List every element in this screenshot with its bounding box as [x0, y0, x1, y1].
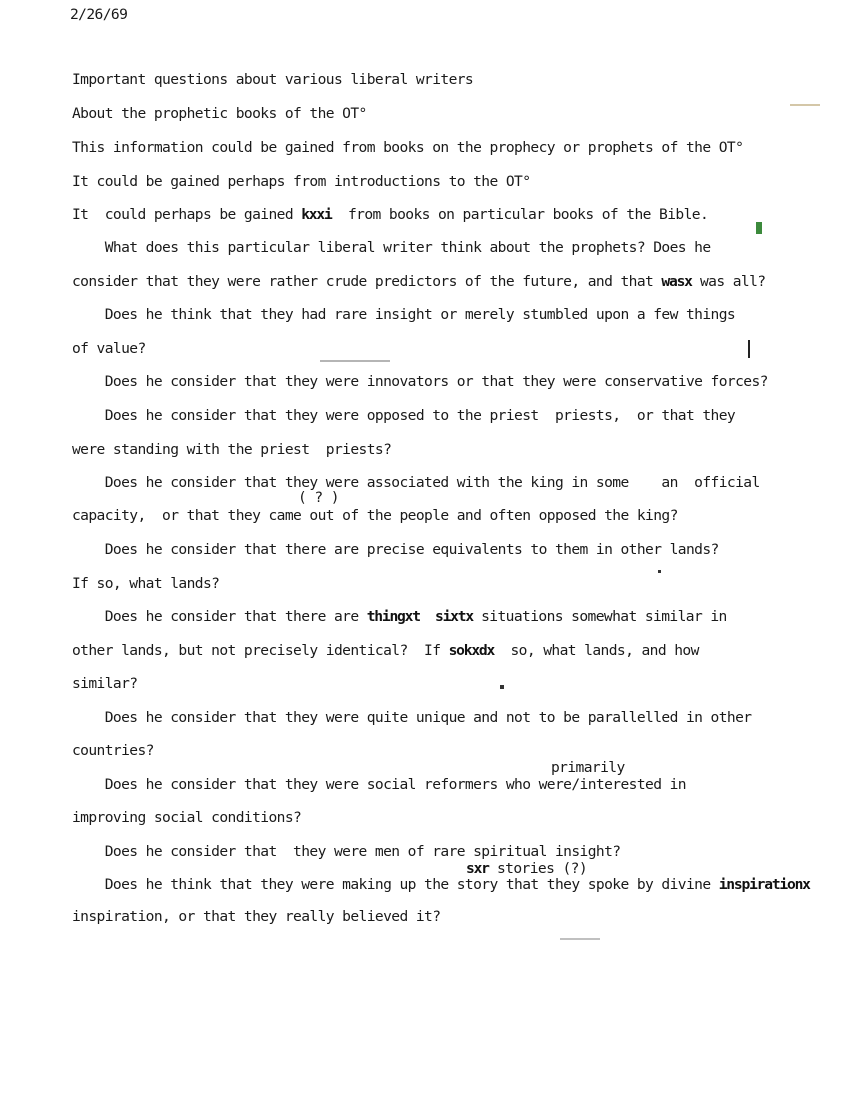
- text-segment: other lands, but not precisely identical? If: [72, 642, 449, 659]
- margin-mark: [748, 340, 750, 358]
- scan-speck: [756, 222, 762, 234]
- struck-text: wasx: [661, 273, 692, 290]
- text-segment: so, what lands, and how: [494, 642, 699, 659]
- scan-speck: [658, 570, 661, 573]
- text-line: similar?: [72, 675, 138, 692]
- struck-text: thingxt sixtx: [366, 608, 473, 625]
- text-line: Does he consider that there are precise equivalents to them in other lands?: [72, 541, 719, 558]
- text-line: Does he consider that they were quite unique and not to be parallelled in other: [72, 709, 752, 726]
- text-line: Important questions about various liberal writers: [72, 71, 474, 88]
- text-line: [72, 273, 765, 291]
- text-line: Does he consider that they were associated with the king in some an official: [72, 474, 760, 491]
- scan-speck: [320, 360, 390, 362]
- text-line: countries?: [72, 742, 154, 759]
- text-line: Does he consider that they were innovators or that they were conservative forces?: [72, 373, 768, 390]
- text-segment: stories (?): [488, 860, 587, 877]
- text-segment: It could perhaps be gained: [72, 206, 302, 223]
- struck-text: inspirationx: [718, 876, 810, 893]
- text-line: If so, what lands?: [72, 575, 220, 592]
- text-segment: Does he think that they were making up the story that they spoke by divine: [72, 876, 719, 893]
- text-segment: situations somewhat similar in: [472, 608, 727, 625]
- text-segment: Does he consider that there are: [72, 608, 367, 625]
- scan-speck: [560, 938, 600, 940]
- text-line: [72, 642, 699, 660]
- text-line: [72, 608, 727, 626]
- text-line: were standing with the priest priests?: [72, 441, 392, 458]
- text-line: Does he consider that they were social reformers who were/interested in: [72, 776, 686, 793]
- text-line: capacity, or that they came out of the people and often opposed the king?: [72, 507, 678, 524]
- struck-text: sokxdx: [448, 642, 495, 659]
- text-segment: was all?: [691, 273, 766, 290]
- text-line: It could be gained perhaps from introductions to the OT°: [72, 173, 531, 190]
- text-line: inspiration, or that they really believed it?: [72, 908, 441, 925]
- text-line: About the prophetic books of the OT°: [72, 105, 367, 122]
- text-line: This information could be gained from books on the prophecy or prophets of the OT°: [72, 139, 744, 156]
- text-segment: from books on particular books of the Bible.: [331, 206, 709, 223]
- text-line: What does this particular liberal writer think about the prophets? Does he: [72, 239, 711, 256]
- text-line: [72, 876, 810, 894]
- text-segment: consider that they were rather crude predictors of the future, and that: [72, 273, 662, 290]
- interlinear-query: ( ? ): [298, 489, 339, 506]
- text-line: of value?: [72, 340, 146, 357]
- text-line: Does he consider that they were men of rare spiritual insight?: [72, 843, 621, 860]
- date-line: 2/26/69: [70, 6, 128, 23]
- text-line: [72, 206, 708, 224]
- struck-text: kxxi: [301, 206, 332, 223]
- interlinear-insertion: primarily: [551, 759, 625, 776]
- struck-text: sxr: [466, 860, 489, 877]
- scan-speck: [790, 104, 820, 106]
- scan-speck: [500, 685, 504, 689]
- text-line: improving social conditions?: [72, 809, 302, 826]
- text-line: Does he think that they had rare insight or merely stumbled upon a few things: [72, 306, 736, 323]
- text-line: Does he consider that they were opposed to the priest priests, or that they: [72, 407, 736, 424]
